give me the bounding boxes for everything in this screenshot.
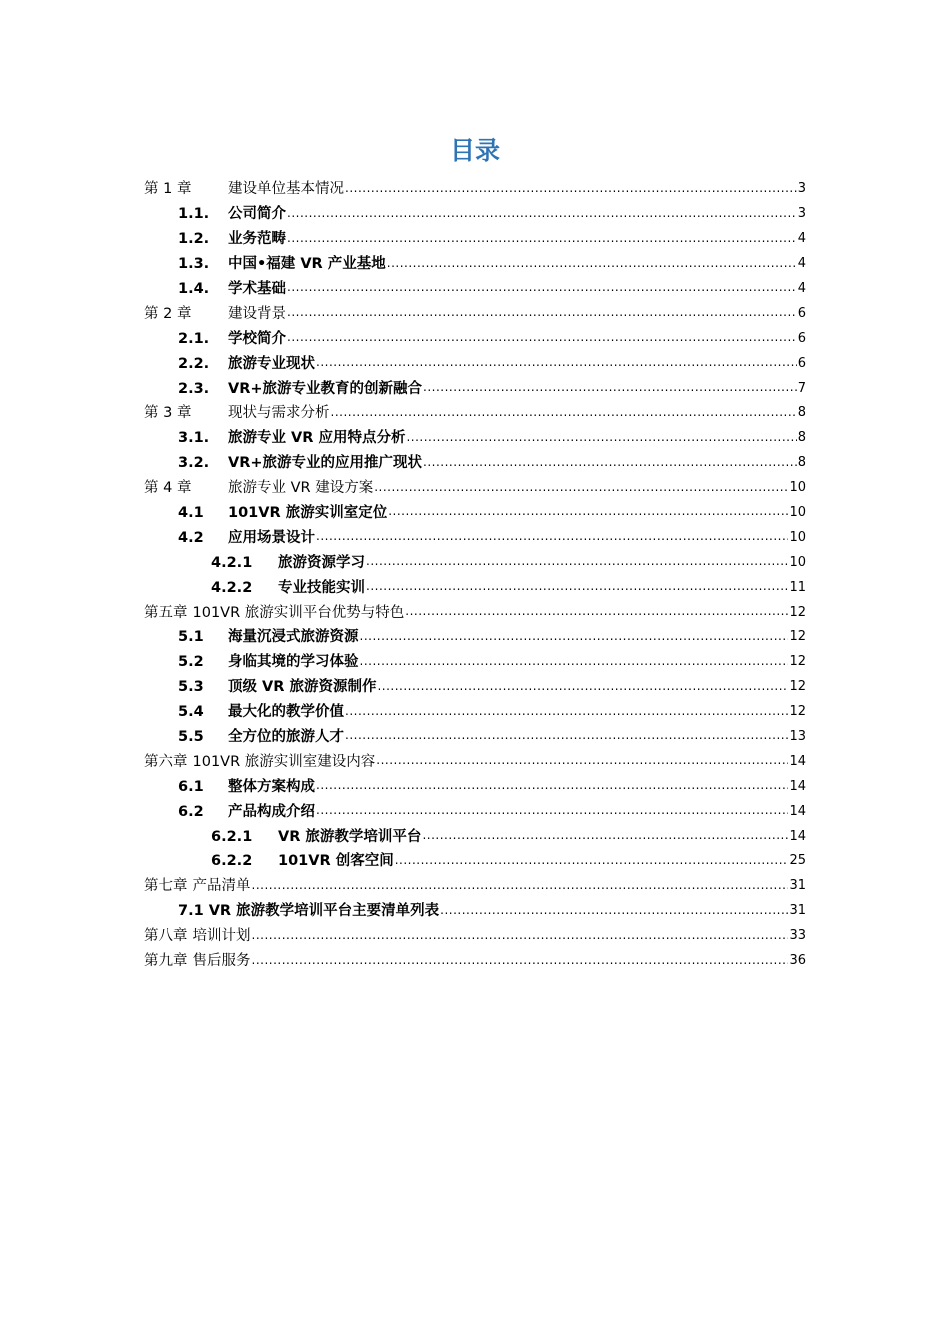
toc-entry[interactable] <box>144 301 806 326</box>
toc-leader-dots <box>316 353 797 376</box>
toc-entry-title: 培训计划 <box>192 928 251 945</box>
toc-entry-title: 现状与需求分析 <box>228 405 330 422</box>
toc-entry-number: 1.2. <box>178 231 210 248</box>
toc-entry-title: 建设背景 <box>228 305 286 322</box>
toc-entry-page: 3 <box>797 181 806 197</box>
toc-leader-dots <box>388 502 788 525</box>
toc-leader-dots <box>377 677 788 700</box>
toc-leader-dots <box>287 229 797 252</box>
toc-entry-number: 5.4 <box>178 704 204 721</box>
toc-entry[interactable] <box>144 700 806 725</box>
toc-entry-number: 2.3. <box>178 380 210 397</box>
toc-entry-title: 海量沉浸式旅游资源 <box>228 629 359 646</box>
toc-entry-number: 第 4 章 <box>144 480 192 497</box>
toc-leader-dots <box>252 951 789 974</box>
toc-entry-number: 1.4. <box>178 281 210 297</box>
toc-entry-number: 第六章 <box>144 753 188 770</box>
toc-leader-dots <box>376 751 788 774</box>
toc-leader-dots <box>360 652 789 675</box>
toc-entry-page: 4 <box>797 231 806 247</box>
toc-entry-title: 业务范畴 <box>228 231 286 248</box>
toc-leader-dots <box>406 428 796 451</box>
toc-entry-title: 最大化的教学价值 <box>228 704 344 721</box>
toc-entry-title: VR 旅游教学培训平台 <box>278 828 422 845</box>
toc-leader-dots <box>287 278 797 301</box>
toc-leader-dots <box>287 328 797 351</box>
toc-entry-number: 6.2.1 <box>211 828 253 845</box>
toc-leader-dots <box>423 378 797 401</box>
toc-entry-number: 第七章 <box>144 878 188 895</box>
toc-entry-page: 12 <box>789 679 806 695</box>
toc-entry-page: 12 <box>789 629 806 645</box>
toc-entry-title: VR+旅游专业的应用推广现状 <box>228 455 423 472</box>
toc-entry-title: 产品清单 <box>192 878 251 895</box>
toc-entry-title: 公司简介 <box>228 206 286 223</box>
toc-entry-number: 第八章 <box>144 928 188 945</box>
toc-entry[interactable] <box>144 550 806 575</box>
toc-leader-dots <box>366 552 788 575</box>
toc-entry-page: 12 <box>789 704 806 720</box>
toc-entry-page: 6 <box>797 305 806 321</box>
toc-leader-dots <box>360 627 789 650</box>
toc-entry-page: 14 <box>789 803 806 819</box>
toc-entry-page: 11 <box>789 579 806 595</box>
toc-entry-title: 中国•福建 VR 产业基地 <box>228 256 386 273</box>
toc-leader-dots <box>345 179 797 202</box>
toc-entry[interactable] <box>144 899 806 924</box>
toc-entry-title: 旅游专业现状 <box>228 355 315 372</box>
toc-entry-title: 专业技能实训 <box>278 579 365 596</box>
toc-entry-number: 5.5 <box>178 729 204 746</box>
toc-entry-page: 33 <box>789 928 806 944</box>
toc-entry-number: 3.1. <box>178 430 210 447</box>
toc-entry-number: 2.1. <box>178 330 210 347</box>
toc-entry[interactable] <box>144 252 806 277</box>
toc-entry-number: 1.1. <box>178 206 210 223</box>
toc-entry-title: 售后服务 <box>192 953 251 970</box>
toc-entry-title: 101VR 旅游实训平台优势与特色 <box>192 604 405 621</box>
toc-entry-number: 5.1 <box>178 629 204 646</box>
toc-entry[interactable] <box>144 824 806 849</box>
toc-entry-page: 12 <box>789 604 806 620</box>
toc-entry-page: 6 <box>797 355 806 371</box>
toc-entry-page: 7 <box>797 380 806 396</box>
toc-entry[interactable] <box>144 351 806 376</box>
toc-entry[interactable] <box>144 227 806 252</box>
toc-leader-dots <box>423 453 797 476</box>
toc-leader-dots <box>316 527 788 550</box>
toc-entry-title: 身临其境的学习体验 <box>228 654 359 671</box>
toc-leader-dots <box>252 876 789 899</box>
toc-entry[interactable] <box>144 799 806 824</box>
toc-entry-page: 6 <box>797 330 806 346</box>
toc-entry[interactable] <box>144 376 806 401</box>
toc-entry-number: 4.1 <box>178 505 204 522</box>
toc-leader-dots <box>331 403 797 426</box>
toc-entry-page: 31 <box>789 878 806 894</box>
toc-leader-dots <box>440 901 788 924</box>
toc-entry-number: 1.3. <box>178 256 210 273</box>
toc-entry[interactable] <box>144 749 806 774</box>
toc-leader-dots <box>366 577 788 600</box>
toc-entry-number: 6.2 <box>178 803 204 820</box>
toc-entry[interactable] <box>144 650 806 675</box>
toc-entry-number: 6.2.2 <box>211 853 253 870</box>
toc-entry[interactable] <box>144 501 806 526</box>
toc-entry-page: 10 <box>789 529 806 545</box>
toc-entry-title: 学校简介 <box>228 330 286 347</box>
toc-entry[interactable] <box>144 949 806 974</box>
toc-entry-number: 第 2 章 <box>144 305 192 322</box>
toc-entry-page: 10 <box>789 505 806 521</box>
toc-leader-dots <box>316 776 788 799</box>
toc-entry[interactable] <box>144 625 806 650</box>
toc-entry-number: 7.1 <box>178 903 204 920</box>
toc-entry-number: 5.2 <box>178 654 204 671</box>
toc-entry-page: 14 <box>789 753 806 769</box>
toc-entry-page: 8 <box>797 405 806 421</box>
toc-entry-number: 第五章 <box>144 604 188 621</box>
toc-entry-title: VR+旅游专业教育的创新融合 <box>228 380 423 397</box>
toc-entry[interactable] <box>144 774 806 799</box>
toc-title: 目录 <box>449 136 500 165</box>
toc-entry-page: 12 <box>789 654 806 670</box>
toc-entry-number: 6.1 <box>178 778 204 795</box>
toc-entry-title: 学术基础 <box>228 281 286 297</box>
toc-entry-title: 全方位的旅游人才 <box>228 729 344 746</box>
toc-entry-title: 旅游资源学习 <box>278 554 365 571</box>
toc-entry-page: 10 <box>789 480 806 496</box>
toc-entry-title: VR 旅游教学培训平台主要清单列表 <box>208 903 440 920</box>
toc-entry[interactable] <box>144 575 806 600</box>
toc-leader-dots <box>395 851 789 874</box>
toc-leader-dots <box>316 801 788 824</box>
toc-entry-page: 36 <box>789 953 806 969</box>
toc-entry[interactable] <box>144 451 806 476</box>
toc-entry[interactable] <box>144 600 806 625</box>
toc-entry-title: 产品构成介绍 <box>228 803 315 820</box>
toc-entry-page: 25 <box>789 853 806 869</box>
toc-leader-dots <box>387 254 797 277</box>
toc-leader-dots <box>287 303 797 326</box>
toc-entry-number: 3.2. <box>178 455 210 472</box>
toc-leader-dots <box>405 602 788 625</box>
toc-leader-dots <box>345 702 788 725</box>
toc-entry-number: 第九章 <box>144 953 188 970</box>
toc-entry-page: 13 <box>789 729 806 745</box>
toc-entry-title: 旅游专业 VR 应用特点分析 <box>228 430 406 447</box>
toc-entry-page: 8 <box>797 455 806 471</box>
toc-leader-dots <box>287 204 797 227</box>
toc-entry[interactable] <box>144 177 806 202</box>
toc-entry[interactable] <box>144 277 806 302</box>
toc-entry[interactable] <box>144 426 806 451</box>
toc-entry-page: 4 <box>797 281 806 296</box>
toc-entry-number: 4.2.1 <box>211 554 253 571</box>
toc-entry-title: 应用场景设计 <box>228 529 315 546</box>
toc-entry[interactable] <box>144 476 806 501</box>
toc-entry-title: 整体方案构成 <box>228 778 315 795</box>
toc-entry-number: 5.3 <box>178 679 204 696</box>
toc-leader-dots <box>345 726 788 749</box>
toc-entry[interactable] <box>144 326 806 351</box>
toc-entry[interactable] <box>144 924 806 949</box>
toc-entry-number: 第 3 章 <box>144 405 192 422</box>
toc-leader-dots <box>422 826 788 849</box>
toc-entry-title: 建设单位基本情况 <box>228 181 344 198</box>
toc-leader-dots <box>374 478 788 501</box>
toc-entry[interactable] <box>144 849 806 874</box>
toc-entry-title: 101VR 旅游实训室定位 <box>228 505 388 522</box>
toc-entry-title: 旅游专业 VR 建设方案 <box>228 480 374 497</box>
toc-entry[interactable] <box>144 874 806 899</box>
toc-entry-title: 101VR 创客空间 <box>278 853 394 870</box>
toc-entry-page: 4 <box>797 256 806 272</box>
toc-entry[interactable] <box>144 202 806 227</box>
toc-entry-number: 4.2.2 <box>211 579 253 596</box>
toc-entry-page: 14 <box>789 828 806 844</box>
toc-entry-title: 101VR 旅游实训室建设内容 <box>192 753 376 770</box>
toc-entry-page: 8 <box>797 430 806 446</box>
toc-entry-number: 4.2 <box>178 529 204 546</box>
toc-entry[interactable] <box>144 675 806 700</box>
toc-entry-title: 顶级 VR 旅游资源制作 <box>228 679 377 696</box>
toc-entry[interactable] <box>144 725 806 750</box>
toc-entry-page: 14 <box>789 778 806 794</box>
toc-leader-dots <box>252 926 789 949</box>
toc-entry-page: 3 <box>797 206 806 222</box>
toc-entry-number: 第 1 章 <box>144 181 192 198</box>
toc-entry[interactable] <box>144 525 806 550</box>
toc-entry-page: 10 <box>789 554 806 570</box>
toc-entry[interactable] <box>144 401 806 426</box>
toc-entry-number: 2.2. <box>178 355 210 372</box>
toc-entry-page: 31 <box>789 903 806 919</box>
table-of-contents <box>144 177 806 974</box>
